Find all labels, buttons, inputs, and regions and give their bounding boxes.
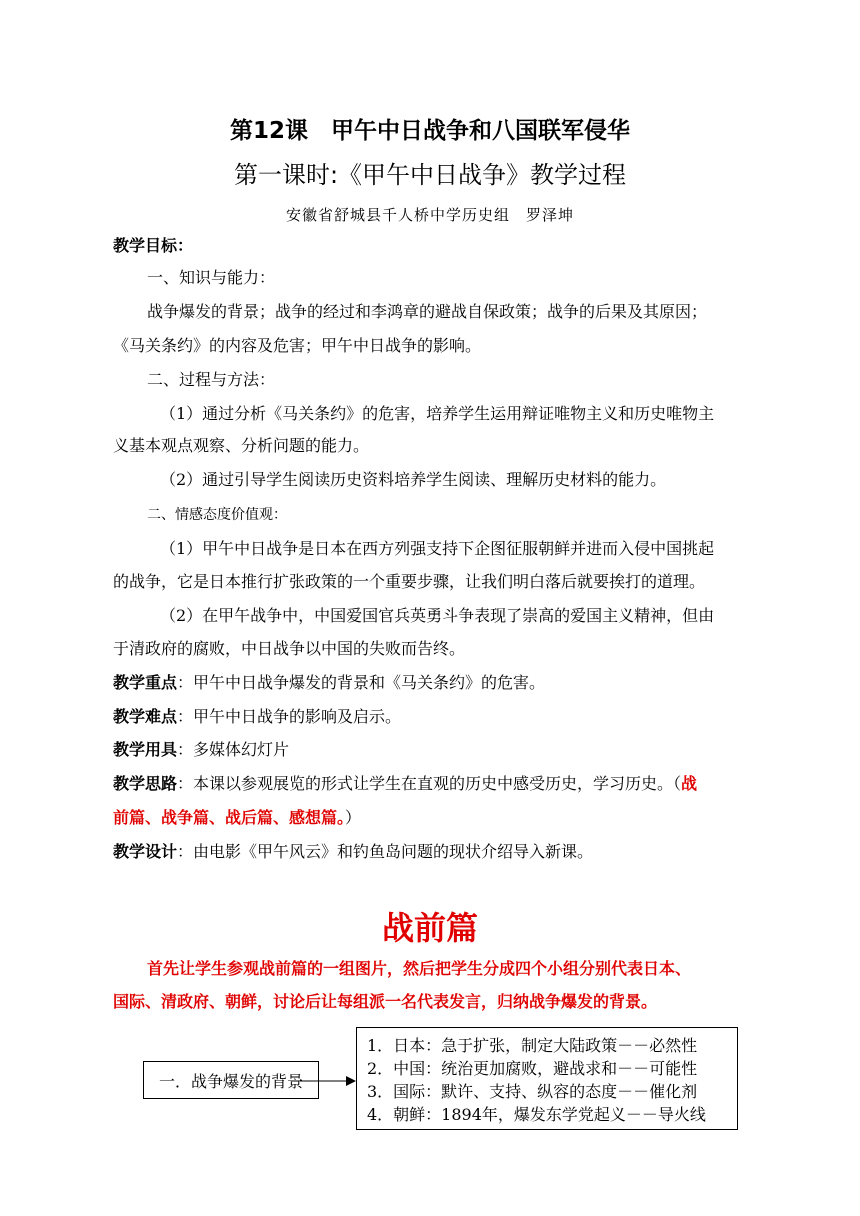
process-1a: （1）通过分析《马关条约》的危害，培养学生运用辩证唯物主义和历史唯物主 xyxy=(160,404,715,423)
process-heading: 二、过程与方法： xyxy=(147,370,276,389)
design-label: 教学设计 xyxy=(113,842,178,861)
process-1b: 义基本观点观察、分析问题的能力。 xyxy=(113,436,370,455)
section-title: 战前篇 xyxy=(381,909,478,947)
teaching-design xyxy=(113,842,763,862)
teaching-idea-cont xyxy=(113,808,763,828)
section-intro-2: 国际、清政府、朝鲜，讨论后让每组派一名代表发言，归纳战争爆发的背景。 xyxy=(113,992,658,1011)
lesson-subtitle: 第一课时:《甲午中日战争》教学过程 xyxy=(233,161,627,189)
difficult-text: ：甲午中日战争的影响及启示。 xyxy=(177,707,402,726)
emotion-2a: （2）在甲午战争中，中国爱国官兵英勇斗争表现了崇高的爱国主义精神，但由 xyxy=(160,606,715,625)
background-box: 一．战争爆发的背景 xyxy=(143,1061,319,1099)
goals-label: 教学目标： xyxy=(113,236,194,255)
section-intro-1: 首先让学生参观战前篇的一组图片，然后把学生分成四个小组分别代表日本、 xyxy=(147,959,692,978)
arrow-icon xyxy=(300,1074,356,1088)
idea-label: 教学思路 xyxy=(113,774,178,793)
factor-item: 2．中国：统治更加腐败，避战求和－－可能性 xyxy=(367,1059,698,1078)
emotion-heading: 二、情感态度价值观： xyxy=(147,507,287,523)
emotion-1a: （1）甲午中日战争是日本在西方列强支持下企图征服朝鲜并进而入侵中国挑起 xyxy=(160,539,715,558)
key-label: 教学重点 xyxy=(113,673,178,692)
idea-text: ：本课以参观展览的形式让学生在直观的历史中感受历史，学习历史。（ xyxy=(177,774,682,793)
difficult-point xyxy=(113,707,763,727)
key-point xyxy=(113,673,763,693)
knowledge-heading: 一、知识与能力： xyxy=(147,268,276,287)
idea-red-2: 前篇、战争篇、战后篇、感想篇。 xyxy=(113,808,346,827)
process-2: （2）通过引导学生阅读历史资料培养学生阅读、理解历史材料的能力。 xyxy=(160,470,667,489)
factor-item: 1．日本：急于扩张，制定大陆政策－－必然性 xyxy=(367,1036,698,1055)
factor-item: 4．朝鲜：1894年，爆发东学党起义－－导火线 xyxy=(367,1105,706,1124)
design-text: ：由电影《甲午风云》和钓鱼岛问题的现状介绍导入新课。 xyxy=(177,842,594,861)
knowledge-text-1: 战争爆发的背景；战争的经过和李鸿章的避战自保政策；战争的后果及其原因； xyxy=(147,302,708,321)
teaching-idea xyxy=(113,774,763,794)
factor-item: 3．国际：默许、支持、纵容的态度－－催化剂 xyxy=(367,1082,698,1101)
teaching-tools xyxy=(113,740,763,760)
emotion-1b: 的战争，它是日本推行扩张政策的一个重要步骤，让我们明白落后就要挨打的道理。 xyxy=(113,572,706,591)
key-text: ：甲午中日战争爆发的背景和《马关条约》的危害。 xyxy=(177,673,546,692)
lesson-title: 第12课 甲午中日战争和八国联军侵华 xyxy=(229,118,630,144)
factors-box xyxy=(356,1027,738,1130)
difficult-label: 教学难点 xyxy=(113,707,178,726)
emotion-2b: 于清政府的腐败，中日战争以中国的失败而告终。 xyxy=(113,639,466,658)
tools-label: 教学用具 xyxy=(113,740,178,759)
tools-text: ：多媒体幻灯片 xyxy=(177,740,290,759)
idea-red-1: 战 xyxy=(681,774,698,793)
author-line: 安徽省舒城县千人桥中学历史组 罗泽坤 xyxy=(285,206,574,224)
idea-end: ） xyxy=(345,808,362,827)
knowledge-text-2: 《马关条约》的内容及危害；甲午中日战争的影响。 xyxy=(113,336,482,355)
